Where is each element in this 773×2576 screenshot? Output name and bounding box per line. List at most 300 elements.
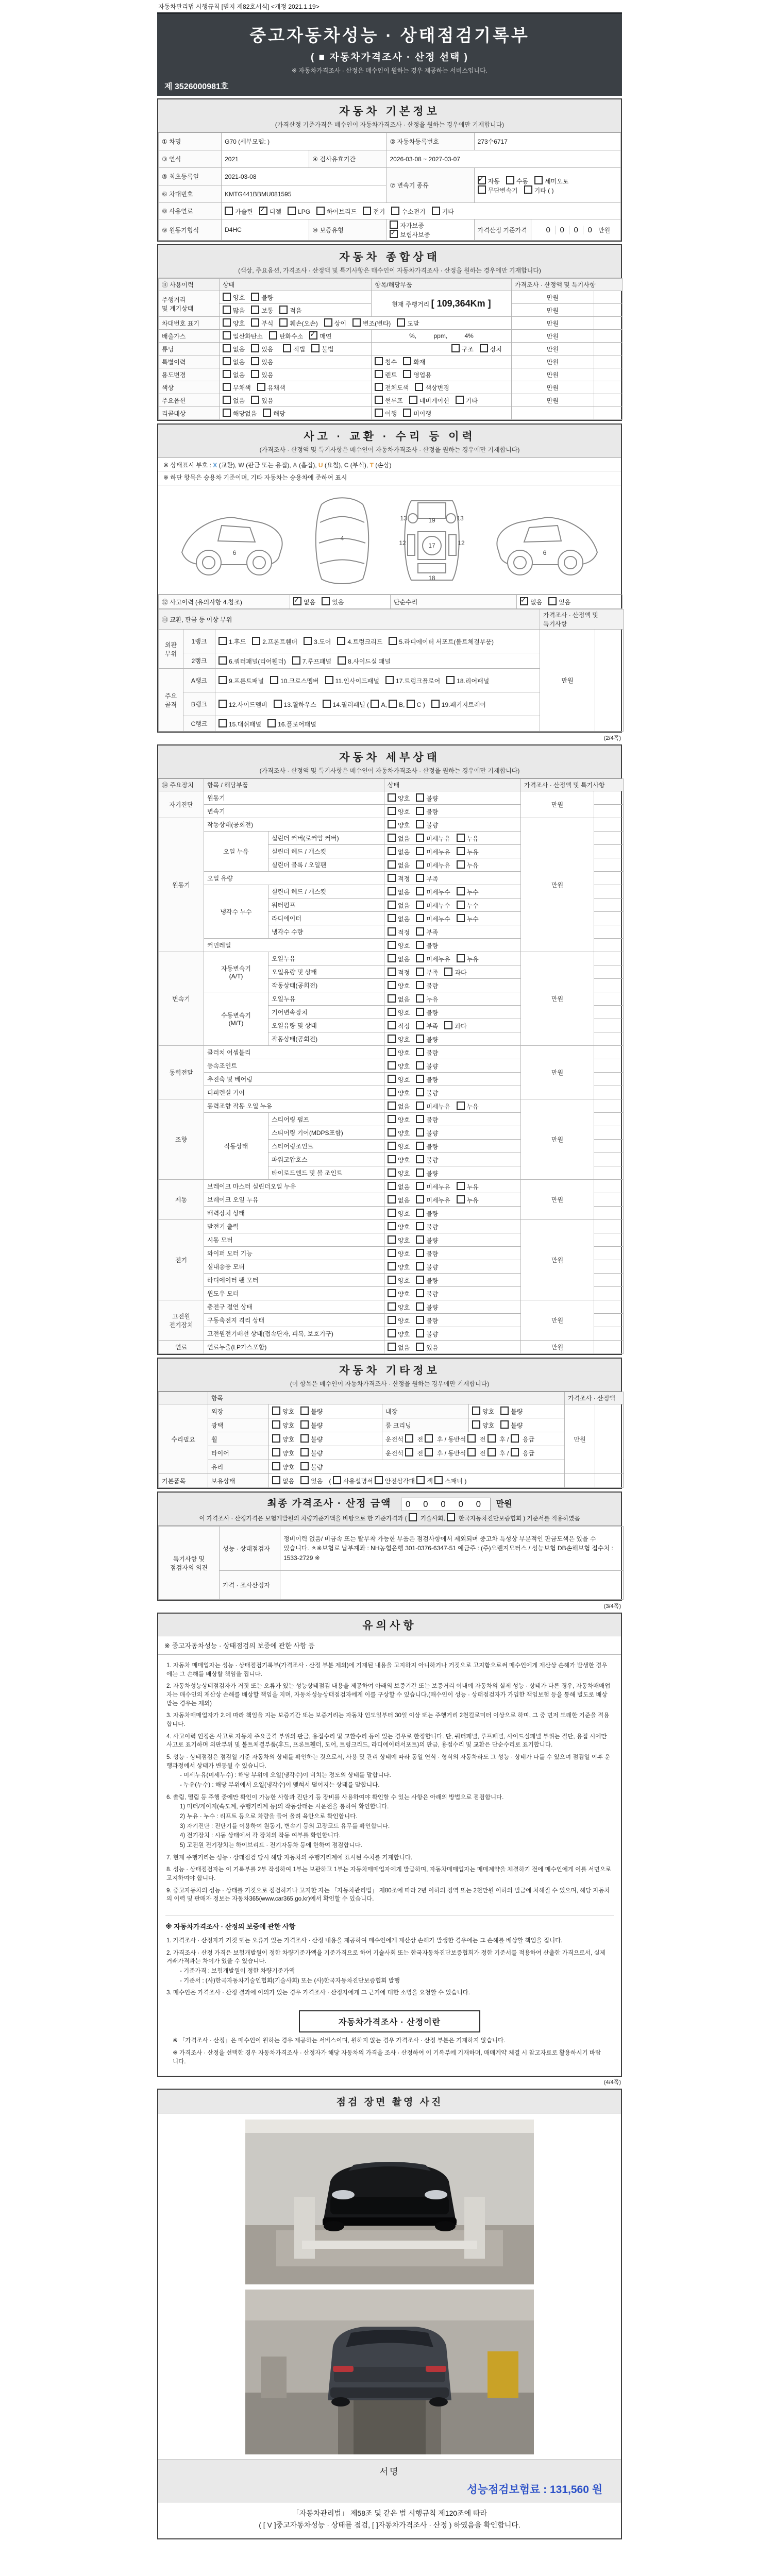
device-checkbox[interactable]	[416, 834, 424, 842]
device-checkbox[interactable]	[457, 887, 465, 895]
panel-item-label: 15.대쉬패널	[229, 720, 262, 728]
device-checkbox[interactable]	[388, 1235, 396, 1244]
overall-checkbox[interactable]	[456, 396, 464, 404]
repair-extra-checkbox[interactable]	[511, 1448, 519, 1456]
device-item-status	[384, 992, 521, 1006]
device-option	[457, 901, 479, 910]
device-checkbox[interactable]	[416, 1061, 424, 1070]
device-checkbox[interactable]	[388, 807, 396, 815]
overall-checkbox[interactable]	[375, 396, 383, 404]
fuel-checkbox[interactable]	[225, 207, 233, 215]
panel-checkbox[interactable]	[337, 637, 345, 645]
device-checkbox[interactable]	[457, 860, 465, 869]
device-checkbox[interactable]	[416, 1316, 424, 1324]
device-item-status	[384, 818, 521, 832]
overall-checkbox[interactable]	[403, 370, 411, 378]
detail-header: 항목 / 해당부품	[204, 779, 384, 791]
emission-checkbox[interactable]	[269, 331, 277, 340]
fuel-checkbox[interactable]	[432, 207, 440, 215]
repair-extra-checkbox[interactable]	[405, 1434, 413, 1443]
device-checkbox[interactable]	[416, 860, 424, 869]
vin-marking-checkbox[interactable]	[324, 318, 332, 327]
device-checkbox[interactable]	[416, 1343, 424, 1351]
transmission-option	[506, 176, 528, 185]
device-item-label: 추진축 및 베어링	[204, 1073, 384, 1086]
device-option-label: 미세누유	[426, 1183, 450, 1191]
overall-checkbox[interactable]	[415, 383, 423, 391]
device-checkbox[interactable]	[457, 847, 465, 855]
repair-checkbox[interactable]	[300, 1462, 309, 1470]
device-checkbox[interactable]	[388, 887, 396, 895]
detail-header: 가격조사 · 산정액 및 특기사항	[521, 779, 624, 791]
overall-checkbox[interactable]	[251, 396, 259, 404]
device-checkbox[interactable]	[388, 1075, 396, 1083]
device-checkbox[interactable]	[388, 874, 396, 882]
transmission-checkbox[interactable]	[524, 185, 532, 194]
emission-checkbox[interactable]	[309, 331, 317, 340]
device-option-label: 양호	[398, 1236, 410, 1244]
engine-type-value: D4HC	[222, 219, 309, 241]
device-checkbox[interactable]	[388, 820, 396, 828]
device-checkbox[interactable]	[416, 847, 424, 855]
inspector-remarks: 정비이력 없음/ 비금속 또는 탈부착 가능한 부품은 점검사항에서 제외되며 중고차 특성상 부분적인 판금도색은 있을 수 있습니다. ㅊ※보험료 납부계좌 : NH농협은행 301-0376-6347-51 예금주 : (주)오렌지모터스 / 성능보험 DB손해보험 접수처 : 1533-2729 ※	[280, 1527, 624, 1571]
overall-checkbox[interactable]	[375, 383, 383, 391]
device-checkbox[interactable]	[388, 1021, 396, 1029]
vin-marking-checkbox[interactable]	[223, 318, 231, 327]
panel-checkbox[interactable]	[323, 700, 331, 708]
device-checkbox[interactable]	[388, 1155, 396, 1163]
panel-checkbox[interactable]	[325, 676, 333, 684]
device-checkbox[interactable]	[388, 1088, 396, 1096]
device-option-label: 불량	[426, 821, 439, 829]
remarks-label: 특기사항 및 점검자의 의견	[159, 1527, 220, 1600]
overall-checkbox[interactable]	[409, 396, 417, 404]
other-info-subtitle: (이 항목은 매수인이 자동차가격조사 · 산정을 원하는 경우에만 기재합니다)	[290, 1380, 490, 1387]
repair-extra-checkbox[interactable]	[467, 1448, 476, 1456]
device-checkbox[interactable]	[416, 914, 424, 922]
panel-checkbox[interactable]	[219, 637, 227, 645]
repair-extra-checkbox[interactable]	[425, 1434, 433, 1443]
device-checkbox[interactable]	[416, 1168, 424, 1177]
vin-marking-checkbox[interactable]	[352, 318, 361, 327]
device-checkbox[interactable]	[416, 1142, 424, 1150]
device-checkbox[interactable]	[388, 1302, 396, 1311]
overall-checkbox[interactable]	[451, 344, 460, 352]
device-option-label: 미세누수	[426, 888, 450, 896]
device-checkbox[interactable]	[457, 901, 465, 909]
vin-marking-checkbox[interactable]	[397, 318, 405, 327]
overall-option-label: 영업용	[413, 371, 431, 379]
mileage-value: [ 109,364Km ]	[431, 298, 491, 309]
fuel-checkbox[interactable]	[316, 207, 325, 215]
detail-status-section	[157, 744, 622, 1355]
device-price-extra	[594, 899, 624, 912]
device-option-label: 양호	[398, 1277, 410, 1284]
overall-option-label: 렌트	[385, 371, 397, 379]
repair-checkbox[interactable]	[472, 1406, 480, 1415]
panel-checkbox[interactable]	[219, 676, 227, 684]
repair-extra-checkbox[interactable]	[405, 1448, 413, 1456]
accident-checkbox[interactable]	[293, 597, 301, 605]
device-checkbox[interactable]	[457, 1195, 465, 1204]
device-checkbox[interactable]	[388, 994, 396, 1003]
device-checkbox[interactable]	[388, 1262, 396, 1270]
device-item-status	[384, 952, 521, 965]
device-checkbox[interactable]	[416, 1048, 424, 1056]
panel-sub-checkbox[interactable]	[407, 700, 415, 708]
device-option	[416, 1075, 438, 1084]
device-checkbox[interactable]	[416, 1035, 424, 1043]
overall-checkbox[interactable]	[403, 409, 411, 417]
transmission-checkbox[interactable]	[506, 176, 514, 184]
device-checkbox[interactable]	[416, 1209, 424, 1217]
overall-option-label: 무채색	[233, 384, 251, 392]
warranty-checkbox[interactable]	[390, 221, 398, 229]
repair-checkbox[interactable]	[500, 1406, 509, 1415]
device-checkbox[interactable]	[416, 954, 424, 962]
fuel-checkbox[interactable]	[363, 207, 371, 215]
device-checkbox[interactable]	[444, 968, 452, 976]
device-checkbox[interactable]	[388, 847, 396, 855]
device-item-status	[384, 965, 521, 979]
price-notice-number: 2.	[166, 1950, 173, 1956]
device-item-status	[384, 1006, 521, 1019]
document-page	[157, 0, 622, 2539]
device-item-label: 오일유량 및 상태	[268, 965, 384, 979]
device-item-label: 라디에이터 팬 모터	[204, 1274, 384, 1287]
device-checkbox[interactable]	[416, 820, 424, 828]
device-item-label: 실린더 커버(로커암 커버)	[268, 832, 384, 845]
device-checkbox[interactable]	[388, 981, 396, 989]
repair-checkbox[interactable]	[272, 1406, 280, 1415]
device-checkbox[interactable]	[388, 927, 396, 936]
fuel-option-label: 가솔린	[235, 208, 253, 215]
other-info-header	[158, 1359, 621, 1392]
device-price-extra	[594, 1019, 624, 1032]
device-checkbox[interactable]	[388, 901, 396, 909]
repair-checkbox[interactable]	[300, 1420, 309, 1429]
mileage-checkbox[interactable]	[251, 306, 259, 314]
device-item-label: 스티어링 기어(MDPS포함)	[268, 1126, 384, 1140]
device-checkbox[interactable]	[416, 1262, 424, 1270]
panel-checkbox[interactable]	[219, 656, 227, 665]
device-option	[388, 1168, 410, 1178]
device-option-label: 불량	[426, 1076, 439, 1083]
device-checkbox[interactable]	[388, 1329, 396, 1337]
device-checkbox[interactable]	[416, 968, 424, 976]
panel-item	[385, 676, 440, 685]
device-checkbox[interactable]	[457, 954, 465, 962]
panel-item	[219, 656, 286, 666]
device-checkbox[interactable]	[388, 1222, 396, 1230]
device-checkbox[interactable]	[416, 1128, 424, 1137]
device-option	[388, 968, 410, 977]
device-option	[416, 887, 450, 896]
device-checkbox[interactable]	[457, 1182, 465, 1190]
fuel-checkbox[interactable]	[259, 207, 267, 215]
price-cell: 만원	[512, 394, 594, 407]
device-checkbox[interactable]	[388, 941, 396, 949]
panel-checkbox[interactable]	[292, 656, 300, 665]
overall-checkbox[interactable]	[375, 409, 383, 417]
fuel-option-label: 전기	[373, 208, 385, 215]
overall-status-table	[158, 278, 623, 420]
device-checkbox[interactable]	[416, 1222, 424, 1230]
device-checkbox[interactable]	[388, 1008, 396, 1016]
overall-checkbox[interactable]	[257, 383, 265, 391]
panel-checkbox[interactable]	[219, 719, 227, 727]
device-option-label: 누유	[466, 861, 479, 869]
device-price-extra	[594, 1073, 624, 1086]
panel-checkbox[interactable]	[446, 676, 455, 684]
device-checkbox[interactable]	[388, 968, 396, 976]
device-option	[388, 981, 410, 990]
warranty-option	[390, 230, 430, 239]
device-checkbox[interactable]	[416, 994, 424, 1003]
overall-checkbox[interactable]	[263, 409, 271, 417]
device-checkbox[interactable]	[388, 793, 396, 802]
basic-items-checkbox[interactable]	[416, 1476, 425, 1484]
repair-option	[300, 1448, 323, 1458]
device-option-label: 불량	[426, 1290, 439, 1298]
mileage-checkbox[interactable]	[251, 293, 259, 301]
repair-checkbox[interactable]	[300, 1406, 309, 1415]
accident-history-label: ⑫ 사고이력 (유의사항 4.참조)	[159, 595, 290, 609]
panel-checkbox[interactable]	[385, 676, 394, 684]
overall-checkbox[interactable]	[283, 344, 291, 352]
status-code-T: T	[369, 462, 374, 469]
device-item-label: 디퍼렌셜 기어	[204, 1086, 384, 1099]
repair-checkbox[interactable]	[272, 1434, 280, 1443]
simple-repair-checkbox[interactable]	[548, 597, 557, 605]
repair-extra-checkbox[interactable]	[488, 1434, 496, 1443]
final-note-checkbox[interactable]	[447, 1513, 455, 1521]
device-checkbox[interactable]	[388, 1316, 396, 1324]
panel-items	[215, 692, 540, 716]
photo-section	[157, 2089, 622, 2539]
fuel-checkbox[interactable]	[391, 207, 399, 215]
repair-extra-checkbox[interactable]	[425, 1448, 433, 1456]
basic-items-checkbox[interactable]	[375, 1476, 383, 1484]
panel-item	[325, 676, 379, 685]
device-checkbox[interactable]	[416, 941, 424, 949]
device-checkbox[interactable]	[416, 887, 424, 895]
device-checkbox[interactable]	[457, 914, 465, 922]
device-option-label: 없음	[398, 915, 410, 923]
overall-checkbox[interactable]	[251, 357, 259, 365]
notice-number: 7.	[166, 1854, 173, 1861]
device-checkbox[interactable]	[416, 1155, 424, 1163]
repair-extra-checkbox[interactable]	[511, 1434, 519, 1443]
device-checkbox[interactable]	[416, 981, 424, 989]
device-price-extra	[594, 885, 624, 899]
device-checkbox[interactable]	[388, 1195, 396, 1204]
mileage-checkbox[interactable]	[223, 293, 231, 301]
device-item-label: 브레이크 오일 누유	[204, 1193, 384, 1207]
price-appraisal-note: ※ 「가격조사 · 산정」은 매수인이 원하는 경우 제공하는 서비스이며, 원하지 않는 경우 가격조사 · 산정 부분은 기재하지 않습니다.	[173, 2038, 506, 2044]
device-checkbox[interactable]	[416, 1075, 424, 1083]
device-checkbox[interactable]	[416, 927, 424, 936]
overall-checkbox[interactable]	[311, 344, 320, 352]
fuel-option	[316, 207, 357, 216]
device-checkbox[interactable]	[388, 1249, 396, 1257]
final-note-checkbox[interactable]	[409, 1513, 417, 1521]
device-checkbox[interactable]	[388, 1289, 396, 1297]
device-checkbox[interactable]	[416, 1276, 424, 1284]
device-option	[416, 1329, 438, 1338]
device-option-label: 누유	[466, 848, 479, 856]
repair-checkbox[interactable]	[272, 1420, 280, 1429]
device-item-label: 연료누출(LP가스포함)	[204, 1341, 384, 1354]
other-price-extra	[595, 1404, 624, 1474]
overall-checkbox[interactable]	[223, 396, 231, 404]
overall-checkbox[interactable]	[223, 370, 231, 378]
panel-checkbox[interactable]	[270, 676, 278, 684]
repair-checkbox[interactable]	[272, 1462, 280, 1470]
panel-item-label: 8.사이드실 패널	[348, 657, 391, 665]
device-checkbox[interactable]	[416, 807, 424, 815]
overall-checkbox[interactable]	[223, 357, 231, 365]
overall-checkbox[interactable]	[251, 370, 259, 378]
device-price-cell: 만원	[521, 1180, 594, 1220]
device-checkbox[interactable]	[416, 1088, 424, 1096]
other-info-title: 자동차 기타정보	[339, 1365, 440, 1377]
device-option	[388, 1142, 410, 1151]
device-checkbox[interactable]	[388, 1115, 396, 1123]
device-checkbox[interactable]	[457, 1101, 465, 1110]
device-checkbox[interactable]	[388, 1276, 396, 1284]
basic-items-checkbox[interactable]	[333, 1476, 341, 1484]
device-checkbox[interactable]	[388, 1035, 396, 1043]
device-checkbox[interactable]	[416, 1302, 424, 1311]
device-checkbox[interactable]	[457, 834, 465, 842]
device-checkbox[interactable]	[388, 914, 396, 922]
panel-checkbox[interactable]	[338, 656, 346, 665]
device-checkbox[interactable]	[388, 1343, 396, 1351]
device-checkbox[interactable]	[388, 1048, 396, 1056]
basic-items-checkbox[interactable]	[300, 1476, 309, 1484]
device-price-extra	[594, 992, 624, 1006]
panel-checkbox[interactable]	[431, 700, 440, 708]
price-notice-number: 3.	[166, 1990, 173, 1996]
device-price-cell: 만원	[521, 1220, 594, 1300]
transmission-checkbox[interactable]	[478, 176, 486, 184]
notice-text: 사고이력 인정은 사고로 자동차 주요골격 부위의 판금, 용접수리 및 교환수리 등이 있는 경우로 한정합니다. 단, 쿼터패널, 루프패널, 사이드실패널 부위는 절단, 용접 시에만 사고로 표기하며 외판부위 및 볼트체결부품(후드, 프론트휀더, 도어, 트렁크리드, 라디에이터서포트)의 판금, 용접수리 및 교환은 단순수리로 표기합니다.	[166, 1733, 607, 1749]
panel-checkbox[interactable]	[219, 700, 227, 708]
basic-items-checkbox[interactable]	[272, 1476, 280, 1484]
device-checkbox[interactable]	[416, 793, 424, 802]
device-checkbox[interactable]	[416, 901, 424, 909]
repair-checkbox[interactable]	[500, 1420, 509, 1429]
mileage-checkbox[interactable]	[223, 306, 231, 314]
vin-marking-checkbox[interactable]	[251, 318, 259, 327]
device-checkbox[interactable]	[416, 1235, 424, 1244]
overall-checkbox[interactable]	[403, 357, 411, 365]
device-checkbox[interactable]	[416, 1008, 424, 1016]
overall-checkbox[interactable]	[480, 344, 488, 352]
device-option	[416, 1289, 438, 1298]
device-checkbox[interactable]	[444, 1021, 452, 1029]
panel-checkbox[interactable]	[274, 700, 282, 708]
device-checkbox[interactable]	[388, 954, 396, 962]
emission-checkbox[interactable]	[223, 331, 231, 340]
overall-option-label: 미이행	[413, 410, 431, 417]
device-item-label: 오일누유	[268, 992, 384, 1006]
device-checkbox[interactable]	[388, 1209, 396, 1217]
panel-sub-checkbox[interactable]	[371, 700, 379, 708]
device-checkbox[interactable]	[388, 860, 396, 869]
repair-option-label: 양호	[282, 1436, 295, 1443]
overall-checkbox[interactable]	[223, 344, 231, 352]
vin-marking-checkbox[interactable]	[279, 318, 288, 327]
panel-checkbox[interactable]	[389, 637, 397, 645]
device-checkbox[interactable]	[388, 1061, 396, 1070]
device-item-status	[384, 1220, 521, 1233]
device-checkbox[interactable]	[416, 1249, 424, 1257]
repair-checkbox[interactable]	[472, 1420, 480, 1429]
device-item-label: 커먼레일	[204, 939, 384, 952]
transmission-option-label: 무단변속기	[488, 187, 518, 194]
device-checkbox[interactable]	[416, 1329, 424, 1337]
device-checkbox[interactable]	[416, 1115, 424, 1123]
device-checkbox[interactable]	[388, 1142, 396, 1150]
simple-repair-checkbox[interactable]	[520, 597, 528, 605]
device-checkbox[interactable]	[388, 1168, 396, 1177]
overall-checkbox[interactable]	[223, 409, 231, 417]
mileage-checkbox[interactable]	[279, 306, 288, 314]
transmission-checkbox[interactable]	[478, 185, 486, 194]
repair-extra-checkbox[interactable]	[467, 1434, 476, 1443]
device-checkbox[interactable]	[416, 1195, 424, 1204]
footer-line-1: 「자동차관리법」 제58조 및 같은 법 시행규칙 제120조에 따라	[292, 2509, 488, 2518]
device-option	[416, 1195, 450, 1205]
device-checkbox[interactable]	[388, 1182, 396, 1190]
panel-checkbox[interactable]	[267, 719, 276, 727]
overall-checkbox[interactable]	[251, 344, 259, 352]
base-price-digit: 0	[555, 226, 569, 234]
overall-checkbox[interactable]	[375, 357, 383, 365]
repair-checkbox[interactable]	[300, 1434, 309, 1443]
fuel-checkbox[interactable]	[288, 207, 296, 215]
transmission-checkbox[interactable]	[534, 176, 543, 184]
car-diagram-side-right	[488, 496, 607, 583]
warranty-checkbox[interactable]	[390, 230, 398, 238]
notice-number: 3.	[166, 1713, 173, 1719]
device-checkbox[interactable]	[416, 1021, 424, 1029]
notice-item	[166, 1733, 613, 1750]
repair-checkbox[interactable]	[300, 1448, 309, 1456]
device-checkbox[interactable]	[416, 874, 424, 882]
overall-checkbox[interactable]	[375, 370, 383, 378]
device-checkbox[interactable]	[388, 1128, 396, 1137]
device-checkbox[interactable]	[416, 1101, 424, 1110]
panel-sub-checkbox[interactable]	[389, 700, 397, 708]
repair-extra-checkbox[interactable]	[488, 1448, 496, 1456]
accident-checkbox[interactable]	[322, 597, 330, 605]
device-checkbox[interactable]	[416, 1289, 424, 1297]
inspection-photos	[158, 2113, 621, 2460]
overall-checkbox[interactable]	[223, 383, 231, 391]
repair-checkbox[interactable]	[272, 1448, 280, 1456]
basic-items-checkbox[interactable]	[434, 1476, 443, 1484]
device-checkbox[interactable]	[416, 1182, 424, 1190]
device-checkbox[interactable]	[388, 834, 396, 842]
overall-option-label: 적법	[293, 346, 306, 353]
panel-checkbox[interactable]	[304, 637, 312, 645]
status-code-desc: (손상)	[373, 462, 392, 469]
panel-checkbox[interactable]	[252, 637, 260, 645]
device-checkbox[interactable]	[388, 1101, 396, 1110]
